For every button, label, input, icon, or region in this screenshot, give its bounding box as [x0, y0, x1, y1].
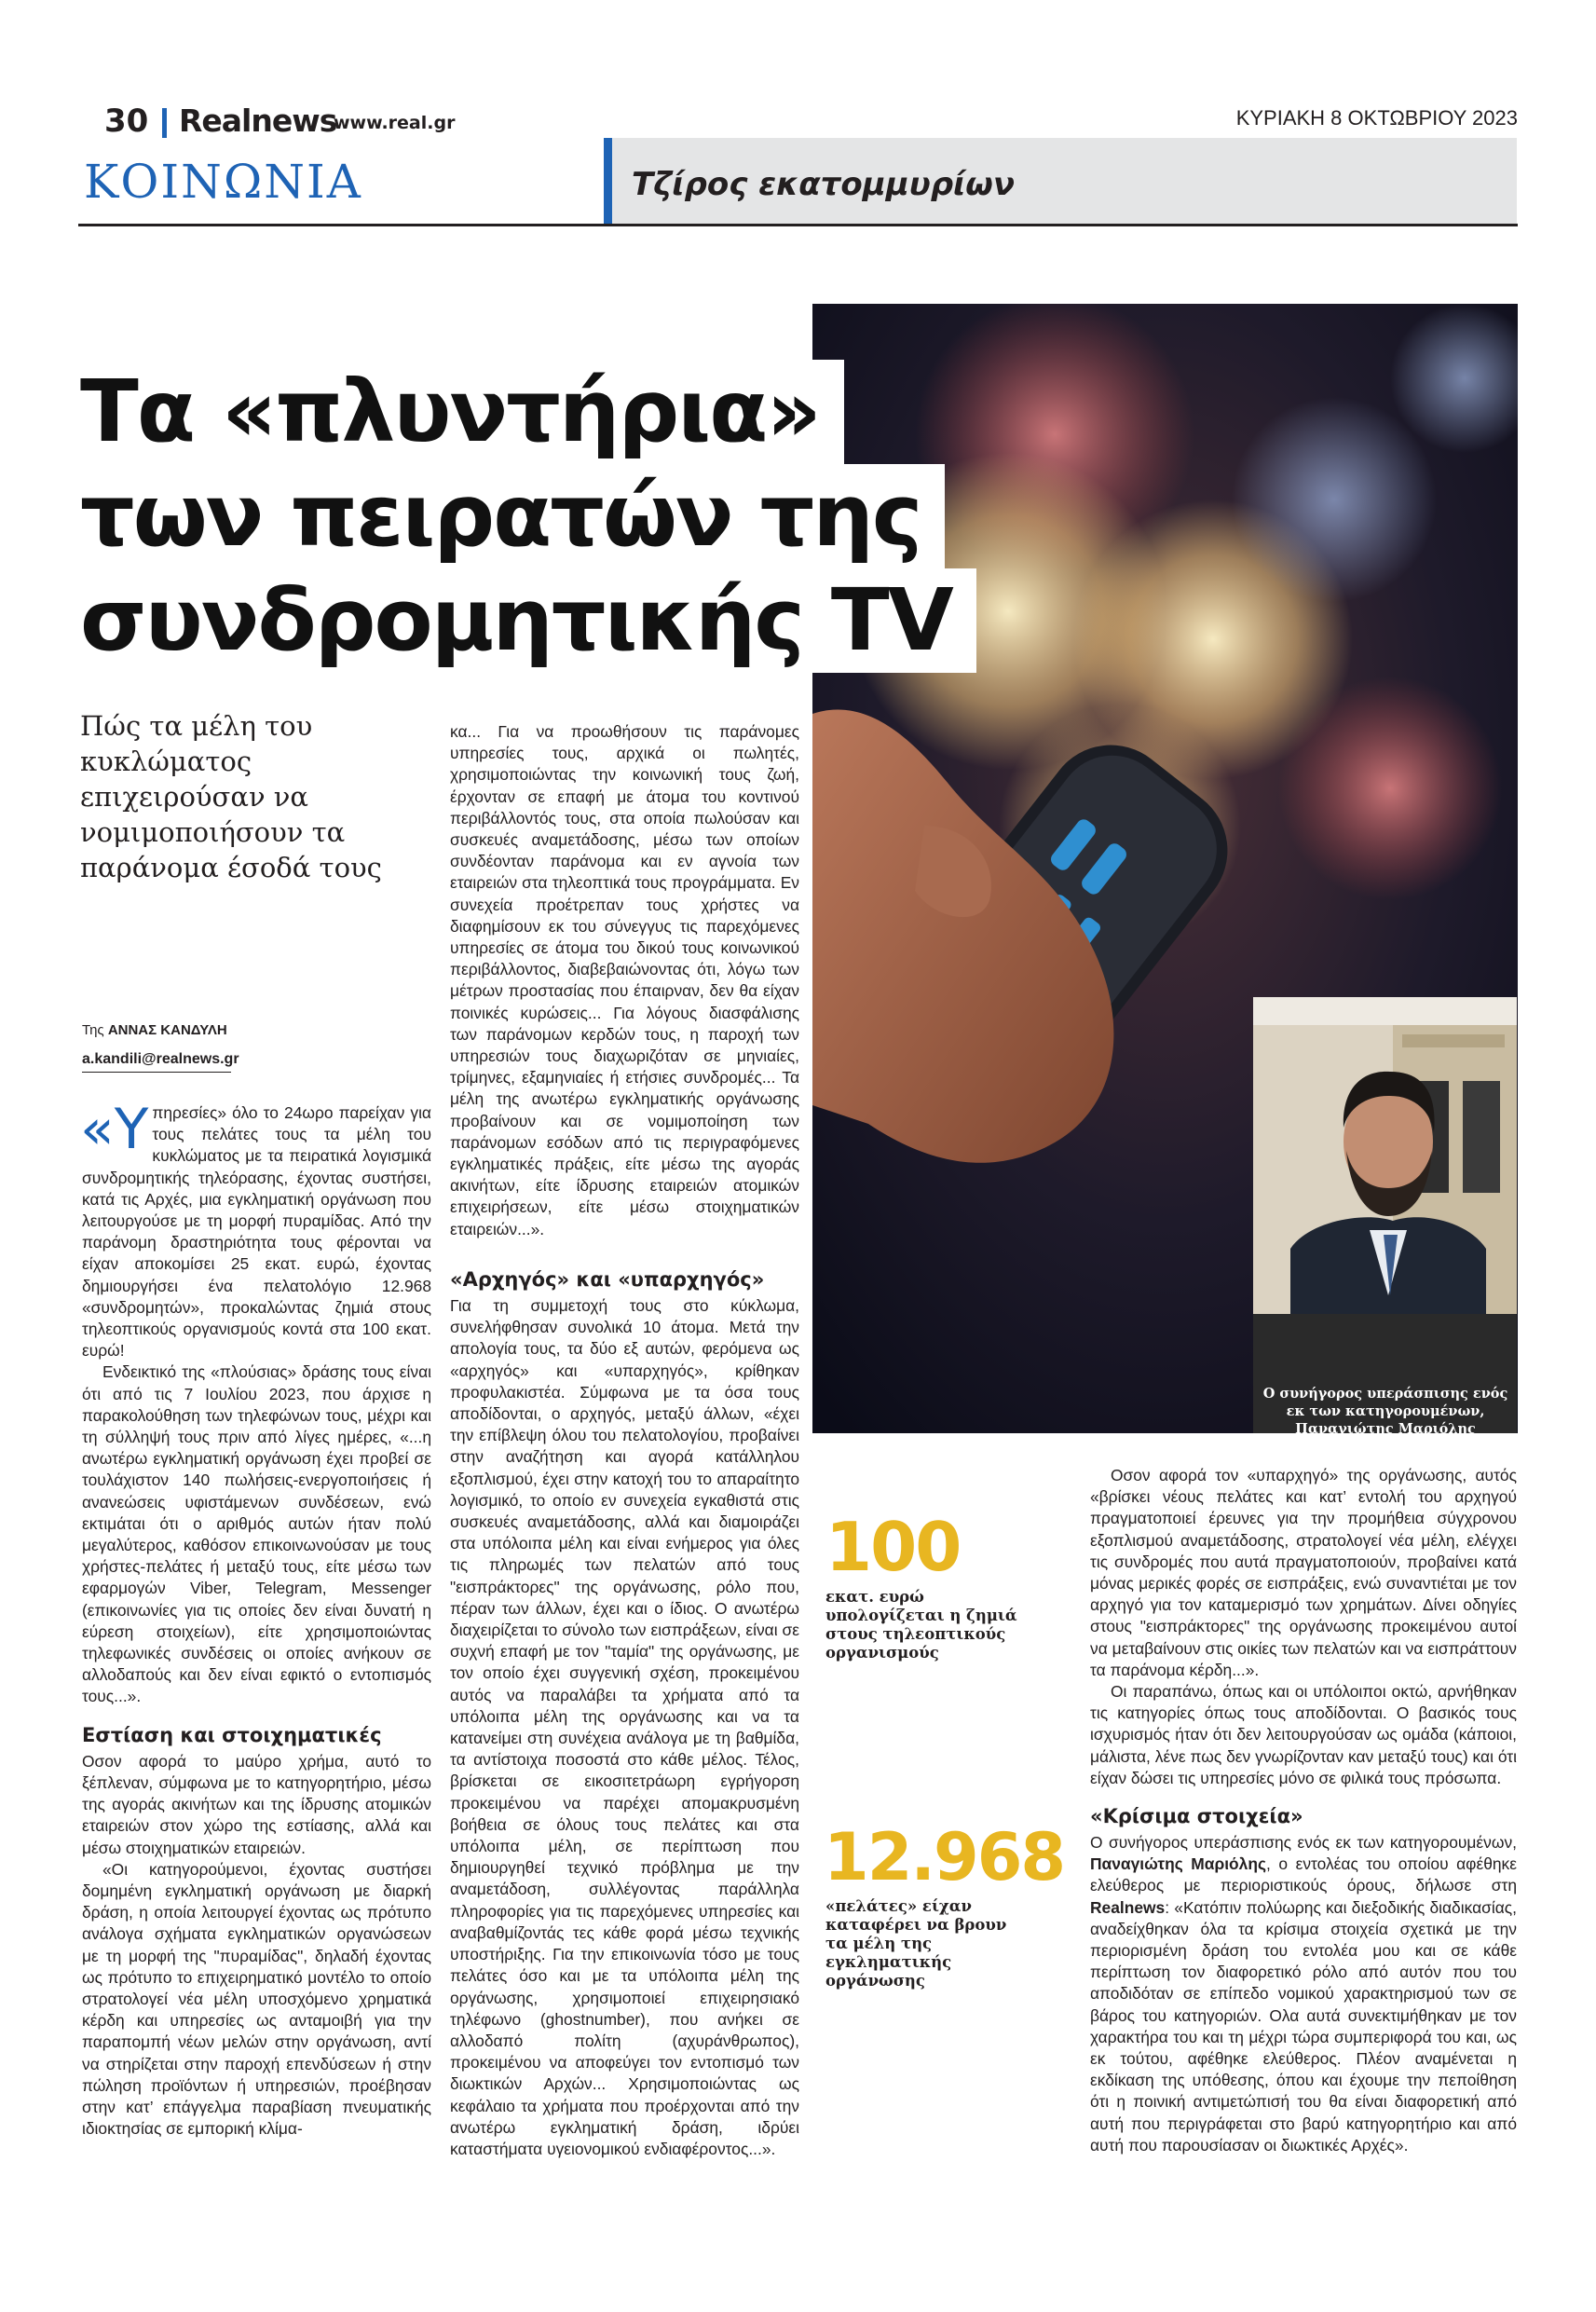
- topic-accent-bar: [604, 138, 612, 224]
- standfirst: Πώς τα μέλη του κυκλώματος επιχειρούσαν να νομιμοποιήσουν τα παράνομα έσοδά τους: [80, 710, 382, 883]
- stat-text-100: εκατ. ευρώ υπολογίζεται η ζημιά στους τηλεοπτικούς οργανισμούς: [825, 1588, 1017, 1662]
- byline-author: ΑΝΝΑΣ ΚΑΝΔΥΛΗ: [107, 1022, 227, 1038]
- paragraph: «Οι κατηγορούμενοι, έχοντας συστήσει δομημένη εγκληματική οργάνωση με διαρκή δράση, η οποία λειτουργεί έχοντας ως πρότυπο ανάλογα σχήματα εγκληματικών οργανώσεων με τη μορφή της "πυραμίδας", δηλαδή έχοντας ως πρότυπο το επιχειρηματικό μοντέλο το οποίο στρατολογεί νέα μέλη υποσχόμενο χρηματικά κέρδη και υπηρεσίες ως ανταμοιβή για την παραπομπή νέων μελών στην οργάνωση, αντί να στηρίζεται στην παροχή επενδύσεων ή στην πώληση προϊόντων ή υπηρεσιών, προέβησαν στην κατ’ επάγγελμα παραβίαση πνευματικής ιδιοκτησίας σε εμπορική κλίμα-: [82, 1859, 431, 2139]
- lawyer-portrait-illustration: [1253, 997, 1517, 1314]
- stat-number-100: 100: [825, 1508, 961, 1586]
- issue-date: ΚΥΡΙΑΚΗ 8 ΟΚΤΩΒΡΙΟΥ 2023: [1235, 106, 1518, 130]
- paragraph: Ενδεικτικό της «πλούσιας» δράσης τους είναι ότι από τις 7 Ιουλίου 2023, που άρχισε η παρακολούθηση των τηλεφώνων τους, μέχρι και τη σύλληψή τους πριν από λίγες ημέρες, «...η ανωτέρω εγκληματική οργάνωση έχει προβεί σε τουλάχιστον 140 πωλήσεις-ενεργοποιήσεις ή ανανεώσεις υφιστάμενων συνδέσεων, ενώ εκτιμάται ότι ο αριθμός αυτών ήταν πολύ μεγαλύτερος, καθόσον επικοινωνούσαν με τους χρήστες-πελάτες ή μεταξύ τους, είτε μέσω των εφαρμογών Viber, Telegram, Messenger (επικοινωνίες για τις οποίες δεν είναι δυνατή η εύρεση στοιχείων), είτε χρησιμοποιώντας τηλεφωνικές συνδέσεις οι οποίες ανήκουν σε αλλοδαπούς και δεν είναι εφικτό ο εντοπισμός τους...».: [82, 1362, 431, 1706]
- byline: [82, 1022, 227, 1038]
- paragraph: Ο συνήγορος υπεράσπισης ενός εκ των κατηγορουμένων, Παναγιώτης Μαριόλης, ο εντολέας του οποίου αφέθηκε ελεύθερος με περιοριστικούς όρους, δήλωσε στη Realnews: «Κατόπιν πολύωρης και διεξοδικής διαδικασίας, αναδείχθηκαν όλα τα κρίσιμα στοιχεία σχετικά με την περιορισμένη δράση του εντολέα μου και σε κάθε περίπτωση τον διαφορετικό ρόλο από αυτόν που του αποδιδόταν σε επίπεδο νομικού χαρακτηρισμού των σε βάρος του κατηγοριών. Ολα αυτά συνεκτιμήθηκαν με τον χαρακτήρα του και τη μέχρι τώρα συμπεριφορά του και, ως εκ τούτου, αφέθηκε ελεύθερος. Πλέον αναμένεται η εκδίκαση της υπόθεσης, όπου και έχουμε την πεποίθηση ότι η ποινική αντιμετώπισή του θα είναι διαφορετική από αυτή που περιγράφεται στο βαρύ κατηγορητήριο και από αυτή που παρουσίασαν οι διωκτικές Αρχές».: [1090, 1833, 1517, 2155]
- byline-prefix: Της: [82, 1022, 104, 1038]
- paragraph: Οι παραπάνω, όπως και οι υπόλοιποι οκτώ, αρνήθηκαν τις κατηγορίες όπως τους αποδίδονται. Ο βασικός τους ισχυρισμός ήταν ότι δεν λειτουργούσαν ως ομάδα (κάποιοι, μάλιστα, λένε πως δεν γνωρίζονταν καν μεταξύ τους) και ότι είχαν δώσει τις υπηρεσίες μόνο σε φιλικά τους πρόσωπα.: [1090, 1682, 1517, 1787]
- topic-label: Τζίρος εκατομμυρίων: [632, 166, 1016, 203]
- byline-rule: [82, 1072, 231, 1073]
- stat-number-12968: 12.968: [824, 1819, 1065, 1895]
- header-divider: [162, 108, 167, 138]
- site-url: www.real.gr: [334, 113, 456, 133]
- lawyer-photo: [1253, 997, 1517, 1314]
- section-title: ΚΟΙΝΩΝΙΑ: [84, 155, 362, 209]
- headline-line-3: συνδρομητικής TV: [75, 568, 976, 673]
- body-column-2: [450, 721, 799, 1240]
- author-email[interactable]: a.kandili@realnews.gr: [82, 1051, 239, 1067]
- drop-cap: «Υ: [80, 1097, 149, 1162]
- header-rule: [78, 224, 1518, 226]
- headline: [80, 360, 976, 673]
- paragraph: Για τη συμμετοχή τους στο κύκλωμα, συνελήφθησαν συνολικά 10 άτομα. Μετά την απολογία τους, τα δύο εξ αυτών, φερόμενα ως «αρχηγός» και «υπαρχηγός», κρίθηκαν προφυλακιστέα. Σύμφωνα με τα όσα τους αποδίδονται, ο αρχηγός, μεταξύ άλλων, «έχει την επίβλεψη όλου του πελατολογίου, προβαίνει στην αναζήτηση και αγορά κατάλληλου εξοπλισμού, έχει στην κατοχή του το απαραίτητο λογισμικό, το οποίο εν συνεχεία εγκαθιστά στις συσκευές αναμετάδοσης, αλλά και διαμοιράζει στα υπόλοιπα μέλη και είναι ενήμερος για όλες τις πληρωμές των πελατών από τους "εισπράκτορες" της οργάνωσης, ρόλο που, πέραν των άλλων, έχει και ο ίδιος. Ο ανωτέρω διαχειρίζεται το σύνολο των εισπράξεων, είναι σε συχνή επαφή με τον "ταμία" της οργάνωσης, με τον οποίο έχει συγγενική σχέση, προκειμένου αυτός να παραλάβει τα χρήματα από τα υπόλοιπα μέλη της οργάνωσης και να τα κατανείμει στη συνέχεια ανάλογα με τη βαθμίδα, τα αντίστοιχα ποσοστά στο κάθε μέλος. Τέλος, βρίσκεται σε εικοσιτετράωρη εγρήγορση προκειμένου να παρέχει απομακρυσμένη βοήθεια σε όλους τους πελάτες και στα υπόλοιπα μέλη, σε περίπτωση που δημιουργηθεί τεχνικό πρόβλημα με την αναμετάδοση, συλλέγοντας παράλληλα πληροφορίες για τις παρεχόμενες υπηρεσίες και αναβαθμίζοντάς τες κάθε φορά μέσω τεχνικής υποστήριξης. Για την επικοινωνία τόσο με τους πελάτες όσο και με τα υπόλοιπα μέλη της οργάνωσης, χρησιμοποιεί επιχειρησιακό τηλέφωνο (ghostnumber), που ανήκει σε αλλοδαπό πολίτη (αχυράνθρωπος), προκειμένου να αποφεύγει τον εντοπισμό των διωκτικών Αρχών... Χρησιμοποιώντας ως κεφάλαιο τα χρήματα που προέρχονται από την ανωτέρω εγκληματική δράση, ιδρύει καταστήματα υγειονομικού ενδιαφέροντος...».: [450, 1296, 799, 2158]
- paragraph: κα... Για να προωθήσουν τις παράνομες υπηρεσίες τους, αρχικά οι πωλητές, χρησιμοποιώντας την κοινωνική τους ζωή, έρχονταν σε επαφή με άτομα του κοντινού περιβάλλοντός τους, στα οποία πωλούσαν και συσκευές αναμετάδοσης, μέσω των οποίων συνδέονταν παράνομα και εν αγνοία των εταιρειών στα τηλεοπτικά τους προγράμματα. Εν συνεχεία προέτρεπαν τους χρήστες να διαφημίσουν εκ του σύνεγγυς τις παρεχόμενες υπηρεσίες σε άτομα του δικού τους κοινωνικού περιβάλλοντος, διαβεβαιώνοντας ότι, λόγω των μέτρων προστασίας που έπαιρναν, δεν θα είχαν ποινικές κυρώσεις... Για λόγους διασφάλισης των παράνομων κερδών τους, η παροχή των υπηρεσιών τους διαχωριζόταν σε μηνιαίες, τρίμηνες, εξαμηνιαίες ή ετήσιες συνδρομές... Τα μέλη της ανωτέρω εγκληματικής οργάνωσης προβαίνουν και σε νομιμοποίηση των παράνομων εσόδων από τις περιγραφόμενες εγκληματικές πράξεις, είτε μέσω της αγοράς ακινήτων, είτε ίδρυσης εταιρειών ατομικών επιχειρήσεων, είτε μέσω στοιχηματικών εταιρειών...».: [450, 722, 799, 1238]
- stat-text-12968: «πελάτες» είχαν καταφέρει να βρουν τα μέλη της εγκληματικής οργάνωσης: [825, 1897, 1007, 1990]
- photo-caption: Ο συνήγορος υπεράσπισης ενός εκ των κατηγορουμένων, Παναγιώτης Μαριόλης: [1262, 1386, 1508, 1437]
- body-column-2-lower: [450, 1267, 799, 2160]
- subhead-estiasi: Εστίαση και στοιχηματικές: [82, 1723, 382, 1746]
- headline-line-2: των πειρατών της: [75, 464, 945, 568]
- body-column-1: [80, 1097, 431, 2140]
- lead-paragraph: «Υ πηρεσίες» όλο το 24ωρο παρείχαν για τους πελάτες τους τα μέλη του κυκλώματος με τα πειρατικά λογισμικά συνδρομητικής τηλεόρασης, έχοντας συστήσει, κατά τις Αρχές, μια εγκληματική οργάνωση που λειτουργούσε με τη μορφή πυραμίδας. Από την παράνομη δραστηριότητα τους φέρονται να είχαν αποκομίσει 25 εκατ. ευρώ, έχοντας δημιουργήσει ένα πελατολόγιο 12.968 «συνδρομητών», προκαλώντας ζημιά στους τηλεοπτικούς οργανισμούς κοντά στα 100 εκατ. ευρώ!: [80, 1097, 431, 1361]
- page-number: 30: [104, 103, 149, 140]
- brand-logo: Realnews: [179, 103, 337, 139]
- body-column-4: [1090, 1465, 1517, 2156]
- subhead-arxigos: «Αρχηγός» και «υπαρχηγός»: [450, 1268, 765, 1291]
- paragraph: Οσον αφορά τον «υπαρχηγό» της οργάνωσης, αυτός «βρίσκει νέους πελάτες και κατ’ εντολή του αρχηγού πραγματοποιεί έρευνες για την προμήθεια σύγχρονου εξοπλισμού αναμετάδοσης, στρατολογεί νέα μέλη, ελέγχει τις συνδρομές που αυτά πραγματοποιούν, προβαίνει κατά μόνας μερικές φορές σε εισπράξεις, ενώ συναντιέται με τον αρχηγό για τον καταμερισμό των χρημάτων. Δίνει οδηγίες στους "εισπράκτορες" της οργάνωσης προκειμένου αυτοί να μεταβαίνουν στις οικίες των πελατών και να εισπράττουν τα παράνομα κέρδη...».: [1090, 1466, 1517, 1679]
- paragraph: Οσον αφορά το μαύρο χρήμα, αυτό το ξέπλεναν, σύμφωνα με το κατηγορητήριο, μέσω της αγοράς ακινήτων και της ίδρυσης ατομικών εταιρειών στον χώρο της εστίασης, αλλά και μέσω στοιχηματικών εταιρειών.: [82, 1751, 431, 1857]
- headline-line-1: Τα «πλυντήρια»: [75, 360, 844, 464]
- subhead-krisima: «Κρίσιμα στοιχεία»: [1090, 1805, 1303, 1828]
